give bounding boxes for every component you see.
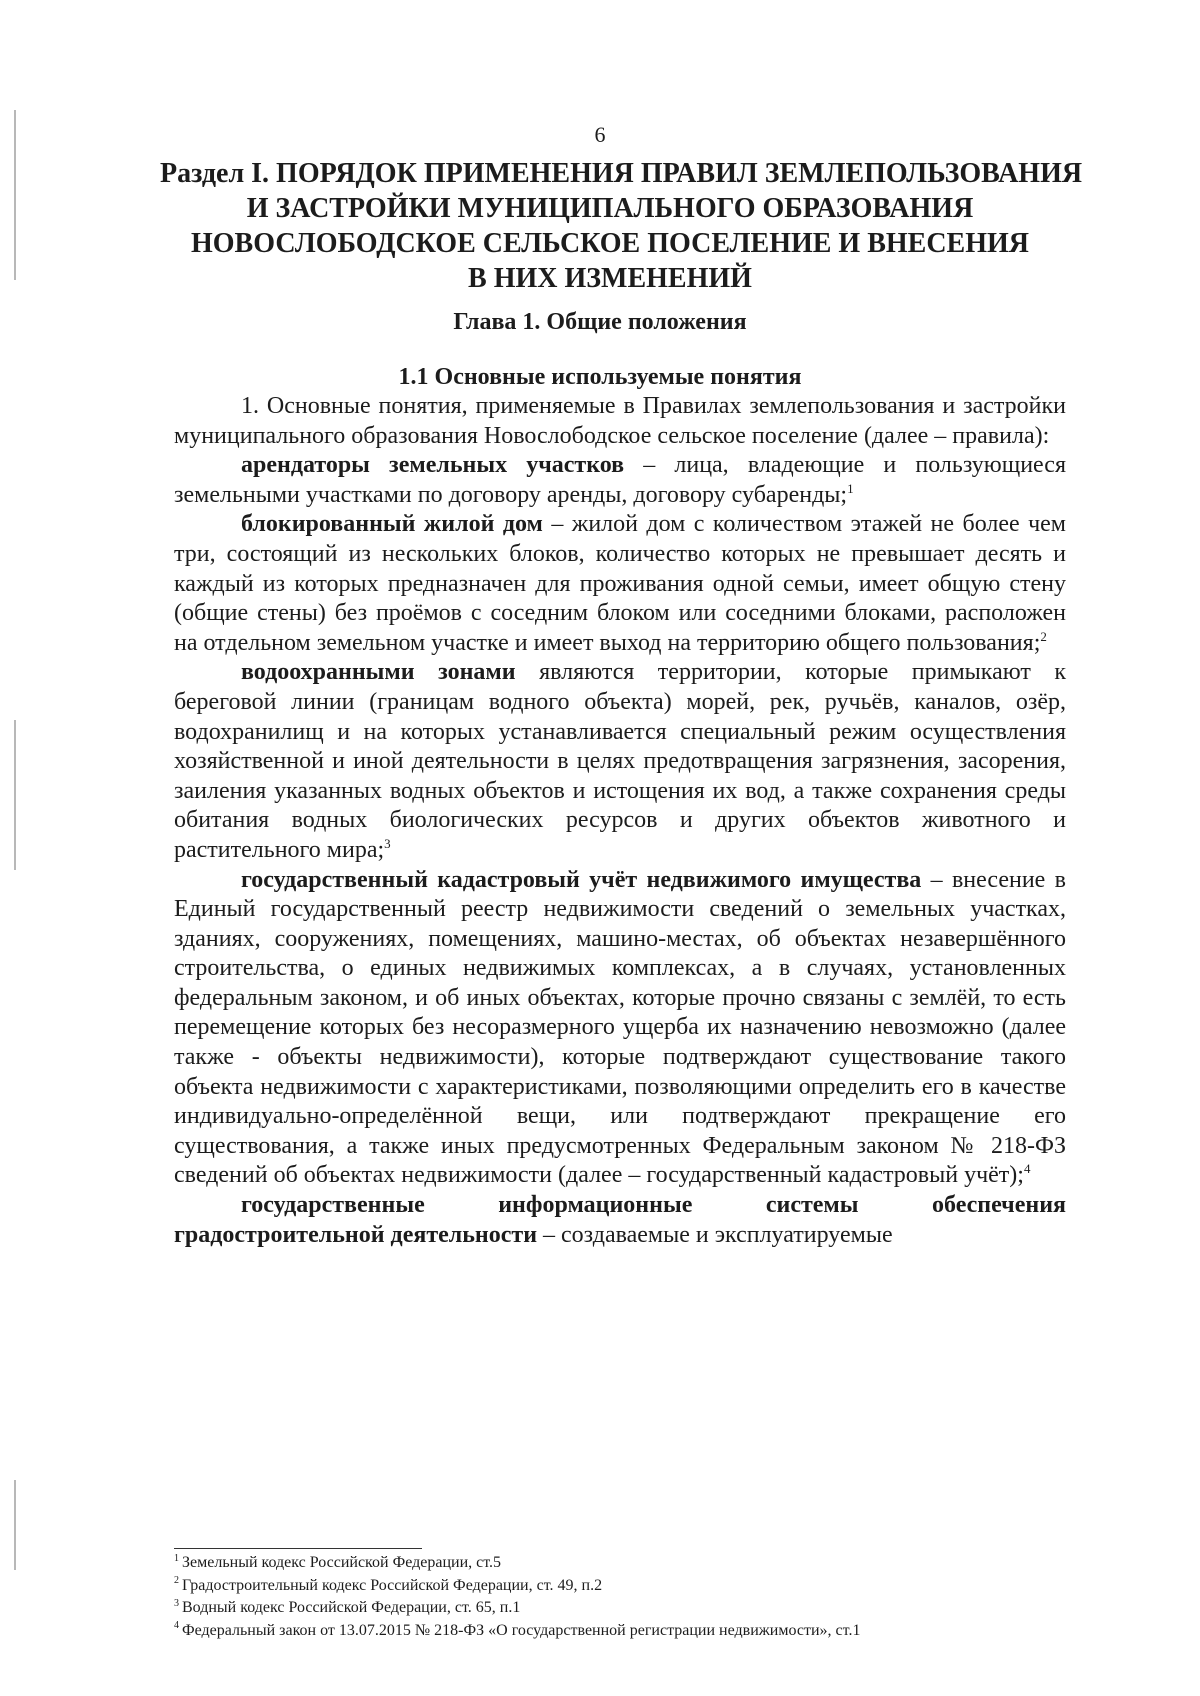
footnote (174, 1620, 1074, 1643)
footnote-number: 1 (174, 1552, 179, 1564)
definition-term: арендаторы земельных участков (241, 452, 625, 479)
scan-edge-mark (14, 1480, 16, 1570)
section-title-line: НОВОСЛОБОДСКОЕ СЕЛЬСКОЕ ПОСЕЛЕНИЕ И ВНЕСЕНИЯ (190, 228, 1030, 259)
footnote-separator (174, 1548, 422, 1549)
footnote-text: Федеральный закон от 13.07.2015 № 218-ФЗ «О государственной регистрации недвижимости», ст.1 (182, 1621, 861, 1639)
chapter-title: Глава 1. Общие положения (453, 309, 747, 335)
definition-text: – лица, владеющие и пользующиеся земельными участками по договору аренды, договору субаренды; (174, 452, 1066, 508)
definition-paragraph (174, 1191, 1066, 1250)
footnote-ref: 3 (384, 835, 391, 851)
document-body (174, 392, 1066, 1250)
definition-paragraph (174, 451, 1066, 510)
footnote-text: Водный кодекс Российской Федерации, ст. 65, п.1 (182, 1599, 521, 1616)
section-title-line: В НИХ ИЗМЕНЕНИЙ (468, 263, 752, 294)
subsection-title: 1.1 Основные используемые понятия (398, 364, 802, 390)
section-title-line: Раздел I. ПОРЯДОК ПРИМЕНЕНИЯ ПРАВИЛ ЗЕМЛЕПОЛЬЗОВАНИЯ (160, 158, 1083, 189)
definition-term: блокированный жилой дом (241, 511, 543, 538)
definition-text: – создаваемые и эксплуатируемые (537, 1221, 893, 1248)
footnote (174, 1552, 1074, 1575)
footnote-number: 3 (174, 1597, 179, 1609)
footnote-number: 4 (174, 1620, 179, 1632)
definition-term: водоохранными зонами (241, 659, 516, 686)
section-title-line: И ЗАСТРОЙКИ МУНИЦИПАЛЬНОГО ОБРАЗОВАНИЯ (246, 193, 974, 224)
footnotes (174, 1552, 1074, 1642)
definition-term: государственные информационные системы обеспечения градостроительной деятельности (174, 1192, 1066, 1248)
footnote (174, 1575, 1074, 1598)
footnote-text: Земельный кодекс Российской Федерации, ст.5 (182, 1554, 502, 1571)
footnote-ref: 4 (1023, 1161, 1031, 1177)
footnote-ref: 1 (847, 480, 854, 496)
footnote (174, 1597, 1074, 1620)
definition-paragraph (174, 866, 1066, 1192)
definition-text: – внесение в Единый государственный реестр недвижимости сведений о земельных участках, зданиях, сооружениях, помещениях, машино-местах, об объектах незавершённого строительства, о единых недвижимых комплексах, а в случаях, установленных федеральным законом, и об иных объектах, которые прочно связаны с землёй, то есть перемещение которых без несоразмерного ущерба их назначению невозможно (далее также - объекты недвижимости), которые подтверждают существование такого объекта недвижимости с характеристиками, позволяющими определить его в качестве индивидуально-определённой вещи, или подтверждают прекращение его существования, а также иных предусмотренных Федеральным законом № 218-ФЗ сведений об объектах недвижимости (далее – государственный кадастровый учёт); (174, 866, 1066, 1189)
definition-paragraph (174, 510, 1066, 658)
scan-edge-mark (14, 720, 16, 870)
definition-term: государственный кадастровый учёт недвижимого имущества (241, 866, 922, 893)
page-number: 6 (594, 122, 606, 147)
section-title (160, 156, 1083, 296)
definition-text: являются территории, которые примыкают к береговой линии (границам водного объекта) морей, рек, ручьёв, каналов, озёр, водохранилищ и на которых устанавливается специальный режим осуществления хозяйственной и иной деятельности в целях предотвращения загрязнения, засорения, заиления указанных водных объектов и истощения их вод, а также сохранения среды обитания водных биологических ресурсов и других объектов животного и растительного мира; (174, 659, 1066, 863)
definition-paragraph (174, 658, 1066, 865)
intro-paragraph: 1. Основные понятия, применяемые в Правилах землепользования и застройки муниципального образования Новослободское сельское поселение (далее – правила): (174, 393, 1066, 449)
footnote-number: 2 (174, 1575, 179, 1587)
footnote-text: Градостроительный кодекс Российской Федерации, ст. 49, п.2 (182, 1576, 603, 1594)
footnote-ref: 2 (1040, 628, 1047, 644)
definition-text: – жилой дом с количеством этажей не более чем три, состоящий из нескольких блоков, количество которых не превышает десять и каждый из которых предназначен для проживания одной семьи, имеет общую стену (общие стены) без проёмов с соседним блоком или соседними блоками, расположен на отдельном земельном участке и имеет выход на территорию общего пользования; (174, 511, 1066, 656)
